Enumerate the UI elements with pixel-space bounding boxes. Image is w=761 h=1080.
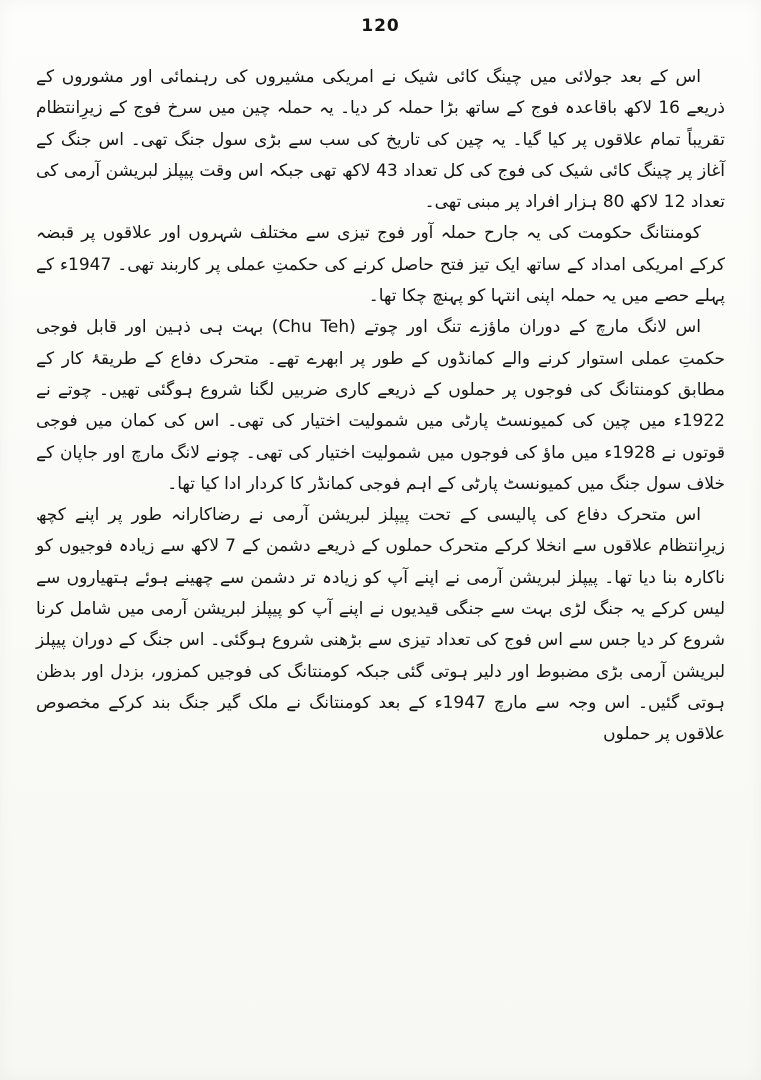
urdu-text-body	[36, 62, 725, 751]
page-number: 120	[361, 16, 400, 36]
paragraph-1: اس کے بعد جولائی میں چینگ کائی شیک نے امریکی مشیروں کی رہنمائی اور مشوروں کے ذریعے 16 لاکھ باقاعدہ فوج کے ساتھ بڑا حملہ کر دیا۔ یہ حملہ چین میں سرخ فوج کے زیرِانتظام تقریباً تمام علاقوں پر کیا گیا۔ یہ چین کی تاریخ کی سب سے بڑی سول جنگ تھی۔ اس جنگ کے آغاز پر چینگ کائی شیک کی فوج کی کل تعداد 43 لاکھ تھی جبکہ اس وقت پیپلز لبریشن آرمی کی تعداد 12 لاکھ 80 ہزار افراد پر مبنی تھی۔	[36, 67, 725, 213]
paragraph-4: اس متحرک دفاع کی پالیسی کے تحت پیپلز لبریشن آرمی نے رضاکارانہ طور پر اپنے کچھ زیرِانتظام علاقوں سے انخلا کرکے متحرک حملوں کے ذریعے دشمن کے 7 لاکھ سے زیادہ فوجیوں کو ناکارہ بنا دیا تھا۔ پیپلز لبریشن آرمی نے اپنے آپ کو زیادہ تر دشمن سے چھینے ہوئے ہتھیاروں سے لیس کرکے یہ جنگ لڑی بہت سے جنگی قیدیوں نے اپنے آپ کو پیپلز لبریشن آرمی میں شامل کرنا شروع کر دیا جس سے اس فوج کی تعداد تیزی سے بڑھنی شروع ہوگئی۔ اس جنگ کے دوران پیپلز لبریشن آرمی بڑی مضبوط اور دلیر ہوتی گئی جبکہ کومنتانگ کی فوجیں کمزور، بزدل اور بدظن ہوتی گئیں۔ اس وجہ سے مارچ 1947ء کے بعد کومنتانگ نے ملک گیر جنگ بند کرکے مخصوص علاقوں پر حملوں	[36, 505, 725, 745]
paragraph-2: کومنتانگ حکومت کی یہ جارح حملہ آور فوج تیزی سے مختلف شہروں اور علاقوں پر قبضہ کرکے امریکی امداد کے ساتھ ایک تیز فتح حاصل کرنے کی حکمتِ عملی پر کاربند تھی۔ 1947ء کے پہلے حصے میں یہ حملہ اپنی انتہا کو پہنچ چکا تھا۔	[36, 223, 725, 307]
paragraph-3: اس لانگ مارچ کے دوران ماؤزے تنگ اور چوتے (Chu Teh) بہت ہی ذہین اور قابل فوجی حکمتِ عملی استوار کرنے والے کمانڈوں کے طور پر ابھرے تھے۔ متحرک دفاع کے طریقۂ کار کے مطابق کومنتانگ کی فوجوں پر حملوں کے ذریعے کاری ضربیں لگنا شروع ہوگئی تھیں۔ چوتے نے 1922ء میں چین کی کمیونسٹ پارٹی میں شمولیت اختیار کی تھی۔ اس کی کمان میں فوجی قوتوں نے 1928ء میں ماؤ کی فوجوں میں شمولیت اختیار کی تھی۔ چونے لانگ مارچ اور جاپان کے خلاف سول جنگ میں کمیونسٹ پارٹی کے اہم فوجی کمانڈر کا کردار ادا کیا تھا۔	[36, 317, 725, 494]
